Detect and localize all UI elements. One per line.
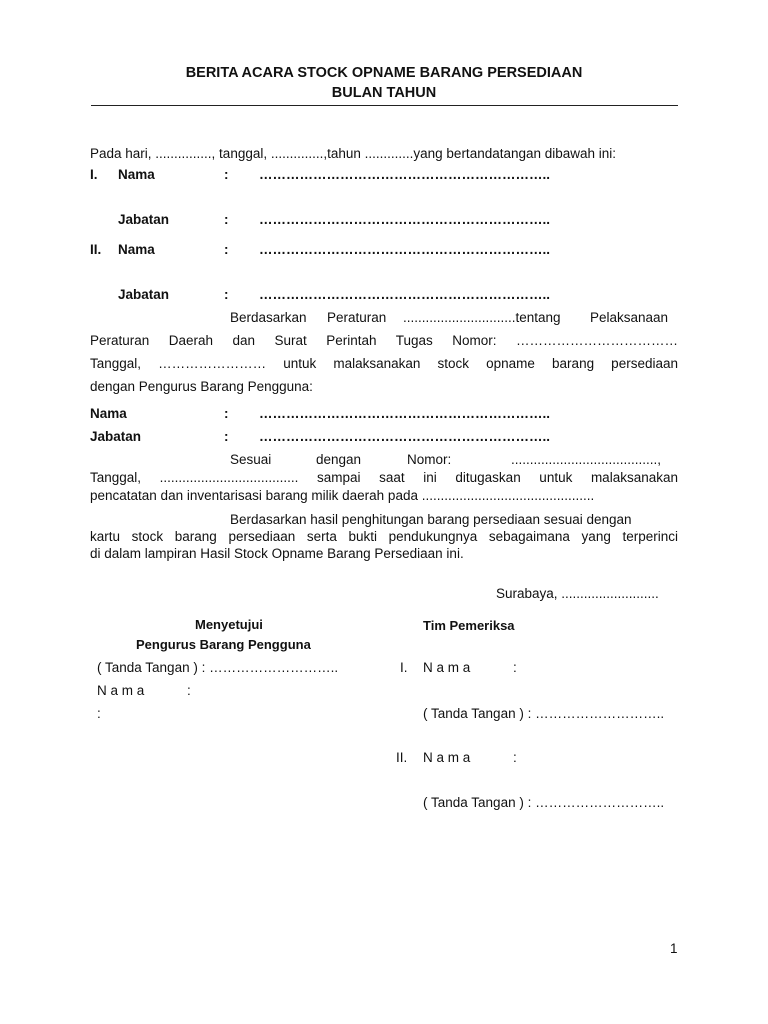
place-date: Surabaya, .......................... <box>496 586 659 601</box>
right-sig-ii-number: II. <box>396 750 408 765</box>
pengurus-jabatan-label: Jabatan <box>90 429 142 444</box>
signatory-i-number: I. <box>90 167 98 182</box>
signatory-ii-jabatan-value: ……………………………………………………….. <box>259 287 551 302</box>
right-sig-ii-tanda-tangan: ( Tanda Tangan ) : ……………………….. <box>423 795 665 810</box>
left-sig-heading-menyetujui: Menyetujui <box>195 617 263 632</box>
signatory-ii-jabatan-label: Jabatan <box>118 287 170 302</box>
intro-text: Pada hari, ..............., tanggal, ..............,tahun .............yang bertandatangan dibawah ini: <box>90 146 617 161</box>
right-sig-ii-nama-label: N a m a <box>423 750 471 765</box>
para3-line2: kartu stock barang persediaan serta bukti pendukungnya sebagaimana yang terperinci <box>90 529 678 544</box>
left-sig-tanda-tangan: ( Tanda Tangan ) : ……………………….. <box>97 660 339 675</box>
para2-word-sesuai: Sesuai <box>230 452 272 467</box>
right-sig-heading: Tim Pemeriksa <box>423 618 515 633</box>
signatory-ii-nama-colon: : <box>224 242 229 257</box>
signatory-i-jabatan-value: ……………………………………………………….. <box>259 212 551 227</box>
signatory-ii-nama-label: Nama <box>118 242 155 257</box>
signatory-i-nama-value: ……………………………………………………….. <box>259 167 551 182</box>
right-sig-ii-nama-colon: : <box>513 750 517 765</box>
pengurus-jabatan-value: ……………………………………………………….. <box>259 429 551 444</box>
para3-line3: di dalam lampiran Hasil Stock Opname Barang Persediaan ini. <box>90 546 464 561</box>
signatory-i-jabatan-label: Jabatan <box>118 212 170 227</box>
pengurus-nama-colon: : <box>224 406 229 421</box>
para2-word-dots: ......................................., <box>511 452 662 467</box>
para1-line2: Peraturan Daerah dan Surat Perintah Tugas Nomor: ……………………………… <box>90 333 678 348</box>
right-sig-i-number: I. <box>400 660 408 675</box>
para1-line4: dengan Pengurus Barang Pengguna: <box>90 379 313 394</box>
signatory-ii-number: II. <box>90 242 102 257</box>
signatory-i-jabatan-colon: : <box>224 212 229 227</box>
document-title: BERITA ACARA STOCK OPNAME BARANG PERSEDIAAN <box>185 65 583 81</box>
signatory-i-nama-colon: : <box>224 167 229 182</box>
para2-word-nomor: Nomor: <box>407 452 452 467</box>
right-sig-i-tanda-tangan: ( Tanda Tangan ) : ……………………….. <box>423 706 665 721</box>
pengurus-nama-value: ……………………………………………………….. <box>259 406 551 421</box>
pengurus-jabatan-colon: : <box>224 429 229 444</box>
signatory-i-nama-label: Nama <box>118 167 155 182</box>
left-sig-heading-pengurus: Pengurus Barang Pengguna <box>136 637 311 652</box>
para1-word-pelaksanaan: Pelaksanaan <box>590 310 669 325</box>
right-sig-i-nama-label: N a m a <box>423 660 471 675</box>
para3-line1: Berdasarkan hasil penghitungan barang persediaan sesuai dengan <box>230 512 632 527</box>
document-subtitle: BULAN TAHUN <box>331 85 437 101</box>
page-number: 1 <box>670 941 678 956</box>
para2-word-dengan: dengan <box>316 452 362 467</box>
para2-line2: Tanggal, ..................................... sampai saat ini ditugaskan untuk malaksanakan <box>90 470 678 485</box>
right-sig-i-nama-colon: : <box>513 660 517 675</box>
para1-line3: Tanggal, …………………… untuk malaksanakan stock opname barang persediaan <box>90 356 678 371</box>
para1-word-peraturan: Peraturan <box>327 310 387 325</box>
title-divider <box>91 105 678 106</box>
pengurus-nama-label: Nama <box>90 406 127 421</box>
para1-word-berdasarkan: Berdasarkan <box>230 310 307 325</box>
para2-line3: pencatatan dan inventarisasi barang milik daerah pada .............................................. <box>90 488 595 503</box>
signatory-ii-jabatan-colon: : <box>224 287 229 302</box>
signatory-ii-nama-value: ……………………………………………………….. <box>259 242 551 257</box>
para1-word-tentang: ..............................tentang <box>403 310 561 325</box>
left-sig-nama-colon: : <box>187 683 191 698</box>
left-sig-nama-value-colon: : <box>97 706 101 721</box>
left-sig-nama-label: N a m a <box>97 683 145 698</box>
